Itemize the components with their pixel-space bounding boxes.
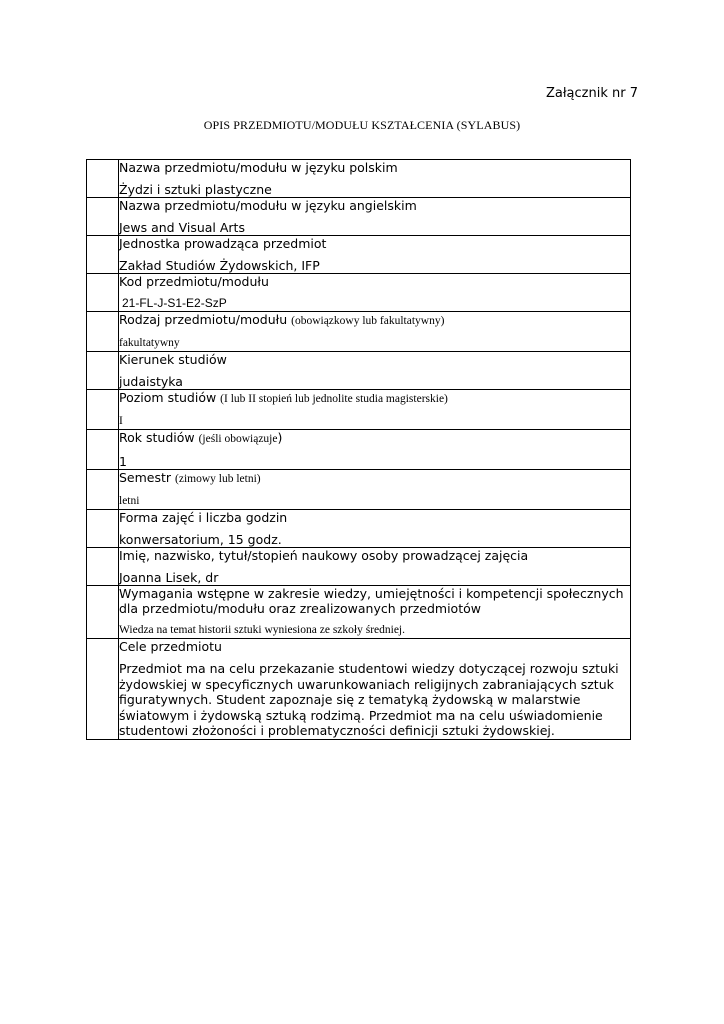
table-row xyxy=(87,274,631,312)
field-label-close: ) xyxy=(277,430,283,445)
document-title: OPIS PRZEDMIOTU/MODUŁU KSZTAŁCENIA (SYLABUS) xyxy=(203,118,521,132)
row-number-cell xyxy=(87,510,119,548)
row-content-cell xyxy=(119,390,631,430)
row-content-cell xyxy=(119,274,631,312)
table-row xyxy=(87,586,631,639)
field-label: Kod przedmiotu/modułu xyxy=(119,274,269,289)
field-value: letni xyxy=(119,495,140,507)
row-content-cell xyxy=(119,160,631,198)
table-row xyxy=(87,352,631,390)
row-number-cell xyxy=(87,548,119,586)
table-row xyxy=(87,548,631,586)
field-label: Jednostka prowadząca przedmiot xyxy=(119,236,327,251)
row-number-cell xyxy=(87,430,119,470)
field-label xyxy=(119,390,630,407)
field-label-text: Poziom studiów xyxy=(119,390,217,405)
row-number-cell xyxy=(87,470,119,510)
row-content-cell xyxy=(119,430,631,470)
row-content-cell xyxy=(119,236,631,274)
row-number-cell xyxy=(87,274,119,312)
row-content-cell xyxy=(119,548,631,586)
field-value: Zakład Studiów Żydowskich, IFP xyxy=(119,258,320,273)
field-label xyxy=(119,430,630,447)
row-number-cell xyxy=(87,236,119,274)
field-value: fakultatywny xyxy=(119,337,180,349)
field-value: Joanna Lisek, dr xyxy=(119,570,219,585)
field-label: Nazwa przedmiotu/modułu w języku polskim xyxy=(119,160,398,175)
field-label: Cele przedmiotu xyxy=(119,639,222,654)
table-row xyxy=(87,160,631,198)
table-row xyxy=(87,510,631,548)
row-number-cell xyxy=(87,639,119,740)
field-value: Przedmiot ma na celu przekazanie studentowi wiedzy dotyczącej rozwoju sztuki żydowskiej w specyficznych uwarunkowaniach religijnych zabraniających sztuk figuratywnych. Student zapoznaje się z tematyką żydowską w malarstwie światowym i żydowską sztuką rodzimą. Przedmiot ma na celu uświadomienie studentowi złożoności i problematyczności definicji sztuki żydowskiej. xyxy=(119,661,619,738)
table-row xyxy=(87,639,631,740)
field-value: Jews and Visual Arts xyxy=(119,220,245,235)
field-value: Żydzi i sztuki plastyczne xyxy=(119,182,272,197)
row-content-cell xyxy=(119,198,631,236)
field-label xyxy=(119,312,630,329)
field-value: Wiedza na temat historii sztuki wyniesiona ze szkoły średniej. xyxy=(119,624,405,636)
field-label-note: (zimowy lub letni) xyxy=(175,473,261,485)
field-value: judaistyka xyxy=(119,374,183,389)
table-row xyxy=(87,312,631,352)
row-number-cell xyxy=(87,312,119,352)
table-row xyxy=(87,198,631,236)
row-content-cell xyxy=(119,312,631,352)
syllabus-table xyxy=(86,159,631,740)
row-number-cell xyxy=(87,390,119,430)
field-value: konwersatorium, 15 godz. xyxy=(119,532,282,547)
field-value: 1 xyxy=(119,454,127,469)
row-content-cell xyxy=(119,586,631,639)
row-content-cell xyxy=(119,639,631,740)
table-row xyxy=(87,236,631,274)
field-label-text: Rodzaj przedmiotu/modułu xyxy=(119,312,288,327)
table-row xyxy=(87,390,631,430)
row-number-cell xyxy=(87,198,119,236)
field-label: Wymagania wstępne w zakresie wiedzy, umiejętności i kompetencji społecznych dla przedmiotu/modułu oraz zrealizowanych przedmiotów xyxy=(119,586,624,616)
row-number-cell xyxy=(87,586,119,639)
field-value: 21-FL-J-S1-E2-SzP xyxy=(122,296,227,310)
row-content-cell xyxy=(119,510,631,548)
field-label-note: (jeśli obowiązuje xyxy=(198,433,278,445)
row-content-cell xyxy=(119,352,631,390)
field-label: Forma zajęć i liczba godzin xyxy=(119,510,288,525)
field-label-note: (I lub II stopień lub jednolite studia magisterskie) xyxy=(220,393,448,405)
field-label-text: Semestr xyxy=(119,470,172,485)
field-label: Nazwa przedmiotu/modułu w języku angielskim xyxy=(119,198,417,213)
field-label: Kierunek studiów xyxy=(119,352,227,367)
field-label: Imię, nazwisko, tytuł/stopień naukowy osoby prowadzącej zajęcia xyxy=(119,548,529,563)
attachment-number: Załącznik nr 7 xyxy=(545,86,638,101)
row-number-cell xyxy=(87,160,119,198)
table-row xyxy=(87,430,631,470)
field-value: I xyxy=(119,415,123,427)
row-number-cell xyxy=(87,352,119,390)
field-label xyxy=(119,470,630,487)
field-label-text: Rok studiów xyxy=(119,430,195,445)
field-label-note: (obowiązkowy lub fakultatywny) xyxy=(291,315,445,327)
table-row xyxy=(87,470,631,510)
row-content-cell xyxy=(119,470,631,510)
